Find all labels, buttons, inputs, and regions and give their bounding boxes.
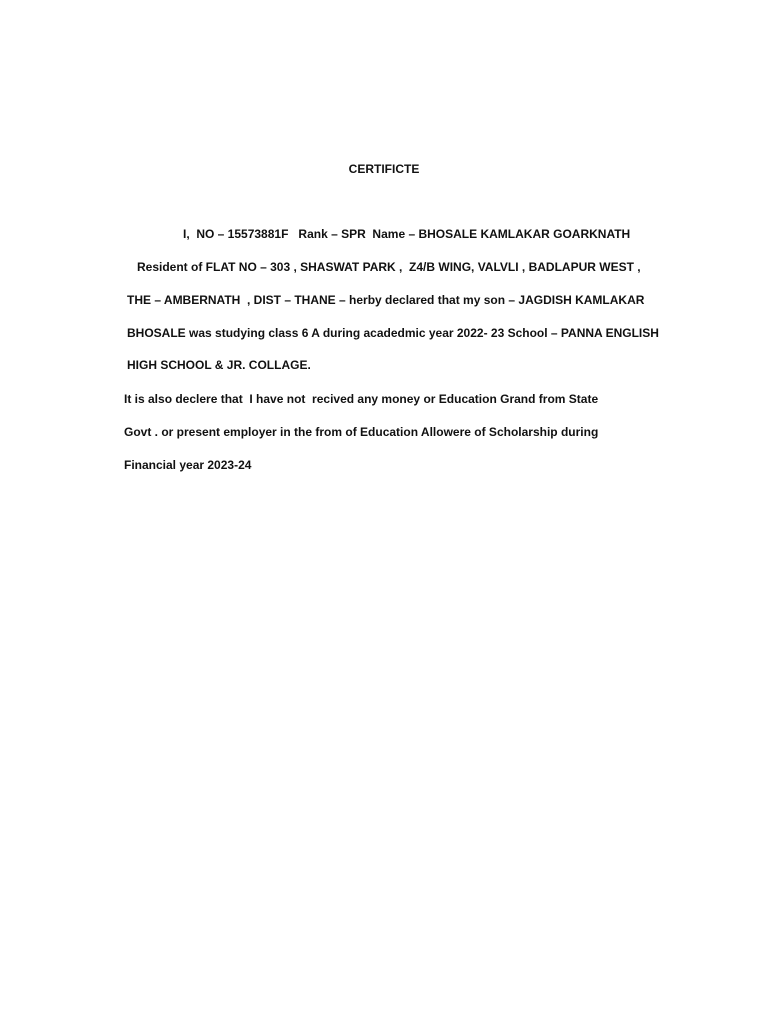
text-line-2: Resident of FLAT NO – 303 , SHASWAT PARK , Z4/B WING, VALVLI , BADLAPUR WEST , [137,260,641,274]
text-line-3: THE – AMBERNATH , DIST – THANE – herby declared that my son – JAGDISH KAMLAKAR [127,293,645,307]
text-line-6: It is also declere that I have not recived any money or Education Grand from State [124,392,599,406]
text-line-4: BHOSALE was studying class 6 A during acadedmic year 2022- 23 School – PANNA ENGLISH [127,326,659,340]
text-line-5: HIGH SCHOOL & JR. COLLAGE. [127,358,311,372]
text-line-8: Financial year 2023-24 [124,458,252,472]
text-line-7: Govt . or present employer in the from of Education Allowere of Scholarship during [124,425,599,439]
text-line-1: I, NO – 15573881F Rank – SPR Name – BHOSALE KAMLAKAR GOARKNATH [183,227,631,241]
document-title: CERTIFICTE [348,162,420,176]
